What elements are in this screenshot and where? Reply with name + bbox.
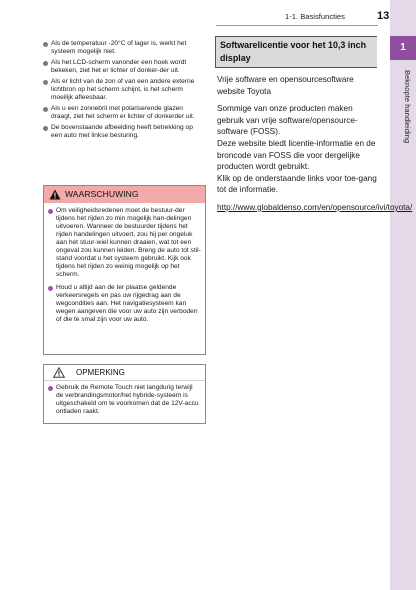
caution-triangle-icon	[53, 367, 65, 378]
warning-box	[43, 185, 206, 355]
list-item: Als de temperatuur -20°C of lager is, werkt het systeem mogelijk niet.	[43, 40, 203, 56]
left-column	[43, 40, 203, 143]
warning-list	[44, 203, 205, 324]
opensource-link[interactable]: http://www.globaldenso.com/en/opensource/ivi/toyota/	[217, 202, 413, 212]
list-item: Als het LCD-scherm vanonder een hoek wordt bekeken, ziet het er lichter of donker-der uit.	[43, 59, 203, 75]
paragraph: Vrije software en opensourcesoftware website Toyota	[217, 75, 354, 96]
bullet-icon	[48, 209, 53, 214]
note-label: OPMERKING	[76, 368, 125, 377]
chapter-number-tab[interactable]: 1	[390, 36, 416, 60]
bullet-icon	[43, 126, 48, 131]
paragraph: Deze website biedt licentie-informatie en de broncode van FOSS die voor dergelijke producten wordt gebruikt.	[217, 138, 376, 172]
list-item: De bovenstaande afbeelding heeft betrekking op een auto met linkse besturing.	[43, 124, 203, 140]
bullet-icon	[43, 80, 48, 85]
note-header	[44, 365, 205, 381]
warning-triangle-icon	[49, 189, 61, 200]
list-item: Als u een zonnebril met polariserende glazen draagt, ziet het scherm er lichter of donkerder uit.	[43, 105, 203, 121]
paragraph: Klik op de onderstaande links voor toe-gang tot de informatie.	[217, 173, 377, 195]
list-item: Houd u altijd aan de ter plaatse geldende verkeersregels en pas uw rijgedrag aan de wegcondities aan. Het navigatiesysteem kan wegen aangeven die voor uw auto zijn verboden of die te smal zijn voor uw auto.	[48, 284, 201, 324]
list-item: Als er licht van de zon of van een andere externe lichtbron op het scherm schijnt, is het scherm moeilijk afleesbaar.	[43, 78, 203, 102]
note-box	[43, 364, 206, 424]
bullet-icon	[48, 386, 53, 391]
section-title: 1-1. Basisfuncties	[285, 12, 345, 21]
bullet-icon	[43, 107, 48, 112]
bullet-icon	[43, 61, 48, 66]
header-divider	[216, 25, 378, 26]
section-heading: Softwarelicentie voor het 10,3 inch display	[215, 36, 377, 68]
url-text	[217, 202, 413, 214]
page-number: 13	[377, 10, 390, 22]
chapter-label: Beknopte handleiding	[403, 70, 412, 144]
paragraph: Sommige van onze producten maken gebruik van vrije software/opensource-software (FOSS).	[217, 104, 358, 137]
list-item: Gebruik de Remote Touch niet langdurig terwijl de verbrandingsmotor/het hybride-systeem is uitgeschakeld om te voorkomen dat de 12V-accu ontladen raakt.	[48, 384, 201, 416]
bullet-icon	[43, 42, 48, 47]
note-list	[44, 381, 205, 416]
warning-header	[44, 186, 205, 203]
list-item: Om veiligheidsredenen moet de bestuur-der tijdens het rijden zo min mogelijk han-delingen uitvoeren. Wanneer de bestuurder tijdens het rijden handelingen uitvoert, zou hij per ongeluk aan het stuur-wiel kunnen draaien, wat tot een ongeval zou kunnen leiden. Breng de auto tot stil-stand voordat u het systeem gebruikt. Kijk ook tijdens het rijden zo weinig mogelijk op het scherm.	[48, 207, 201, 279]
info-bullet-list	[43, 40, 203, 140]
warning-label: WAARSCHUWING	[65, 189, 139, 199]
bullet-icon	[48, 286, 53, 291]
